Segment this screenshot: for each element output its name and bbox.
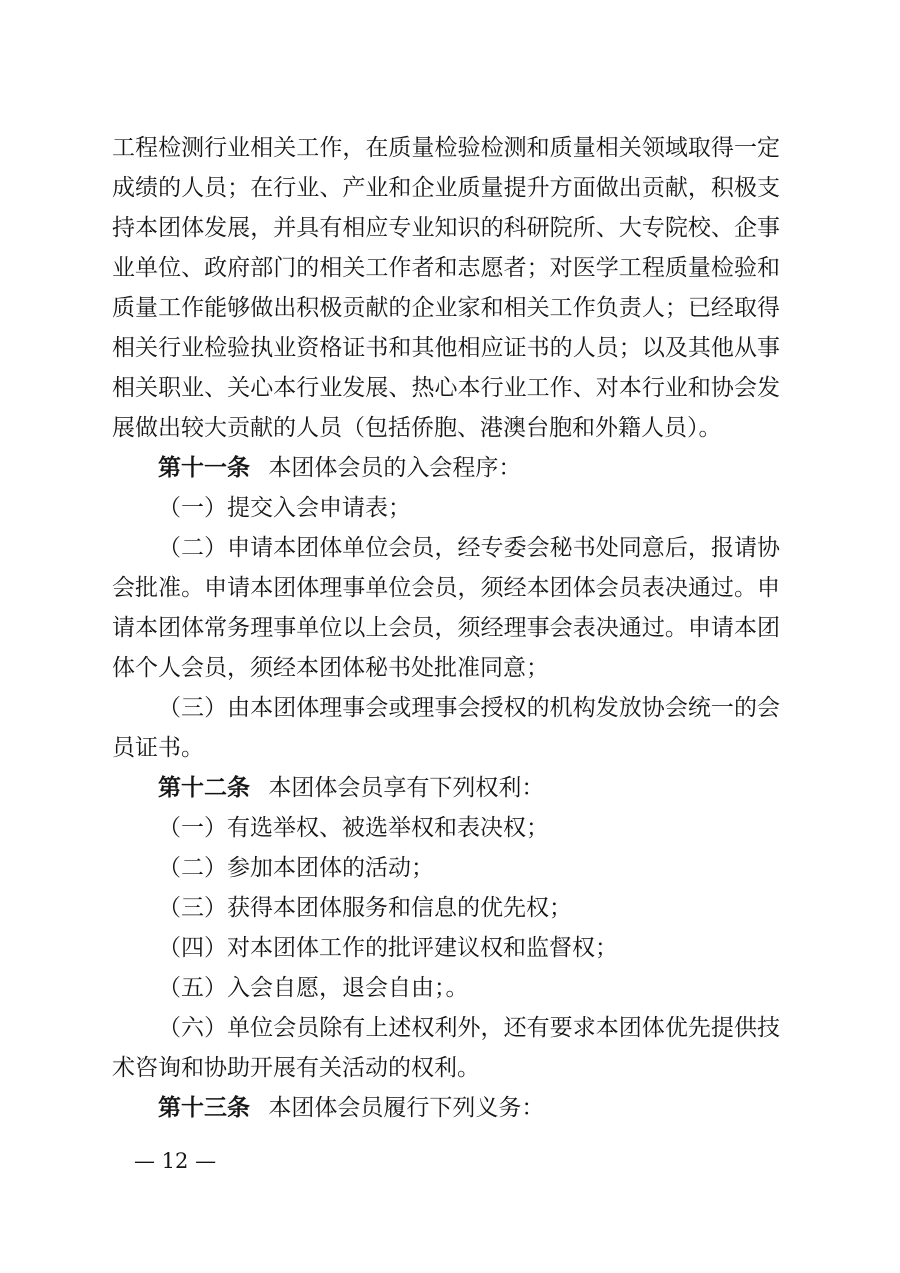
list-item: （三）获得本团体服务和信息的优先权；: [158, 895, 572, 921]
list-item: （四）对本团体工作的批评建议权和监督权；: [158, 935, 618, 961]
article-title: 本团体会员履行下列义务：: [268, 1095, 545, 1121]
list-item: （三）由本团体理事会或理事会授权的机构发放协会统一的会员证书。: [112, 695, 780, 761]
article-number: 第十二条: [158, 774, 250, 801]
article-title: 本团体会员的入会程序：: [268, 455, 522, 481]
article-heading-11: [112, 448, 780, 488]
article-heading-13: [112, 1088, 780, 1128]
list-item: （二）参加本团体的活动；: [158, 855, 434, 881]
list-item: （六）单位会员除有上述权利外，还有要求本团体优先提供技术咨询和协助开展有关活动的权利。: [112, 1015, 780, 1081]
article-number: 第十三条: [158, 1094, 250, 1121]
paragraph-continuation: 工程检测行业相关工作，在质量检验检测和质量相关领域取得一定成绩的人员；在行业、产业和企业质量提升方面做出贡献，积极支持本团体发展，并具有相应专业知识的科研院所、大专院校、企事业单位、政府部门的相关工作者和志愿者；对医学工程质量检验和质量工作能够做出积极贡献的企业家和相关工作负责人；已经取得相关行业检验执业资格证书和其他相应证书的人员；以及其他从事相关职业、关心本行业发展、热心本行业工作、对本行业和协会发展做出较大贡献的人员（包括侨胞、港澳台胞和外籍人员）。: [112, 135, 780, 441]
article-number: 第十一条: [158, 454, 250, 481]
list-item: （一）有选举权、被选举权和表决权；: [158, 815, 549, 841]
article-heading-12: [112, 768, 780, 808]
page-footer: [0, 1148, 900, 1174]
page-number: — 12 —: [134, 1149, 217, 1173]
list-item: （五）入会自愿，退会自由；。: [158, 975, 469, 1001]
list-item: （二）申请本团体单位会员，经专委会秘书处同意后，报请协会批准。申请本团体理事单位会员，须经本团体会员表决通过。申请本团体常务理事单位以上会员，须经理事会表决通过。申请本团体个人会员，须经本团体秘书处批准同意；: [112, 535, 780, 681]
list-item: （一）提交入会申请表；: [158, 495, 411, 521]
article-title: 本团体会员享有下列权利：: [268, 775, 545, 801]
